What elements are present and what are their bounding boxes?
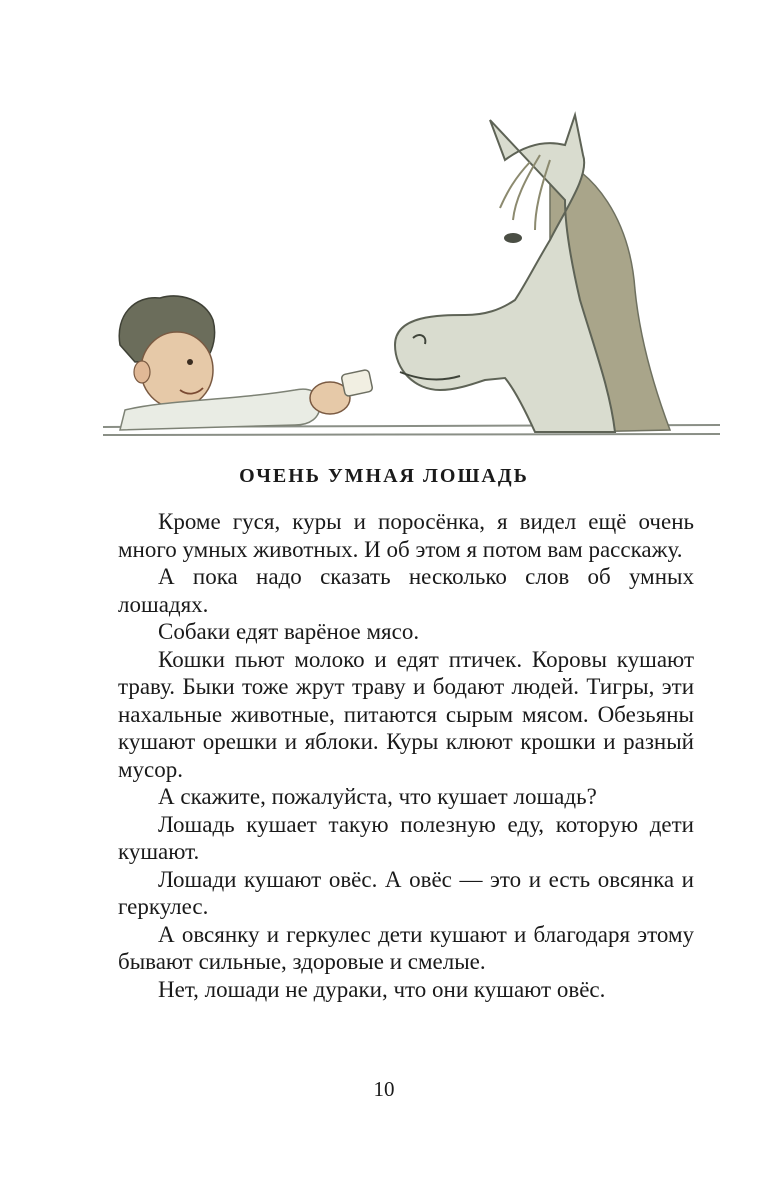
boy-ear [134, 361, 150, 383]
chapter-text [118, 508, 694, 1003]
paragraph: Нет, лошади не дураки, что они кушают овёс. [158, 976, 606, 1002]
boy-face [141, 332, 213, 408]
boy-eye [187, 359, 193, 365]
sugar-treat [341, 369, 373, 396]
paragraph: А овсянку и геркулес дети кушают и благодаря этому бывают сильные, здоровые и смелые. [118, 921, 694, 974]
chapter-title: ОЧЕНЬ УМНАЯ ЛОШАДЬ [239, 465, 529, 487]
page-number: 10 [373, 1077, 395, 1101]
paragraph: А скажите, пожалуйста, что кушает лошадь? [158, 784, 597, 809]
paragraph: Лошадь кушает такую полезную еду, которую дети кушают. [118, 811, 694, 864]
paragraph: Кроме гуся, куры и поросёнка, я видел ещё очень много умных животных. И об этом я потом вам расскажу. [118, 509, 694, 562]
horse-eye [504, 233, 522, 243]
boy-and-horse-illustration [95, 100, 725, 445]
paragraph: А пока надо сказать несколько слов об умных лошадях. [118, 564, 694, 617]
paragraph: Собаки едят варёное мясо. [158, 619, 420, 644]
paragraph: Лошади кушают овёс. А овёс — это и есть овсянка и геркулес. [118, 866, 694, 919]
paragraph: Кошки пьют молоко и едят птичек. Коровы кушают траву. Быки тоже жрут траву и бодают людей. Тигры, эти нахальные животные, питаются сырым мясом. Обезьяны кушают орешки и яблоки. Куры клюют крошки и разный мусор. [118, 646, 694, 782]
